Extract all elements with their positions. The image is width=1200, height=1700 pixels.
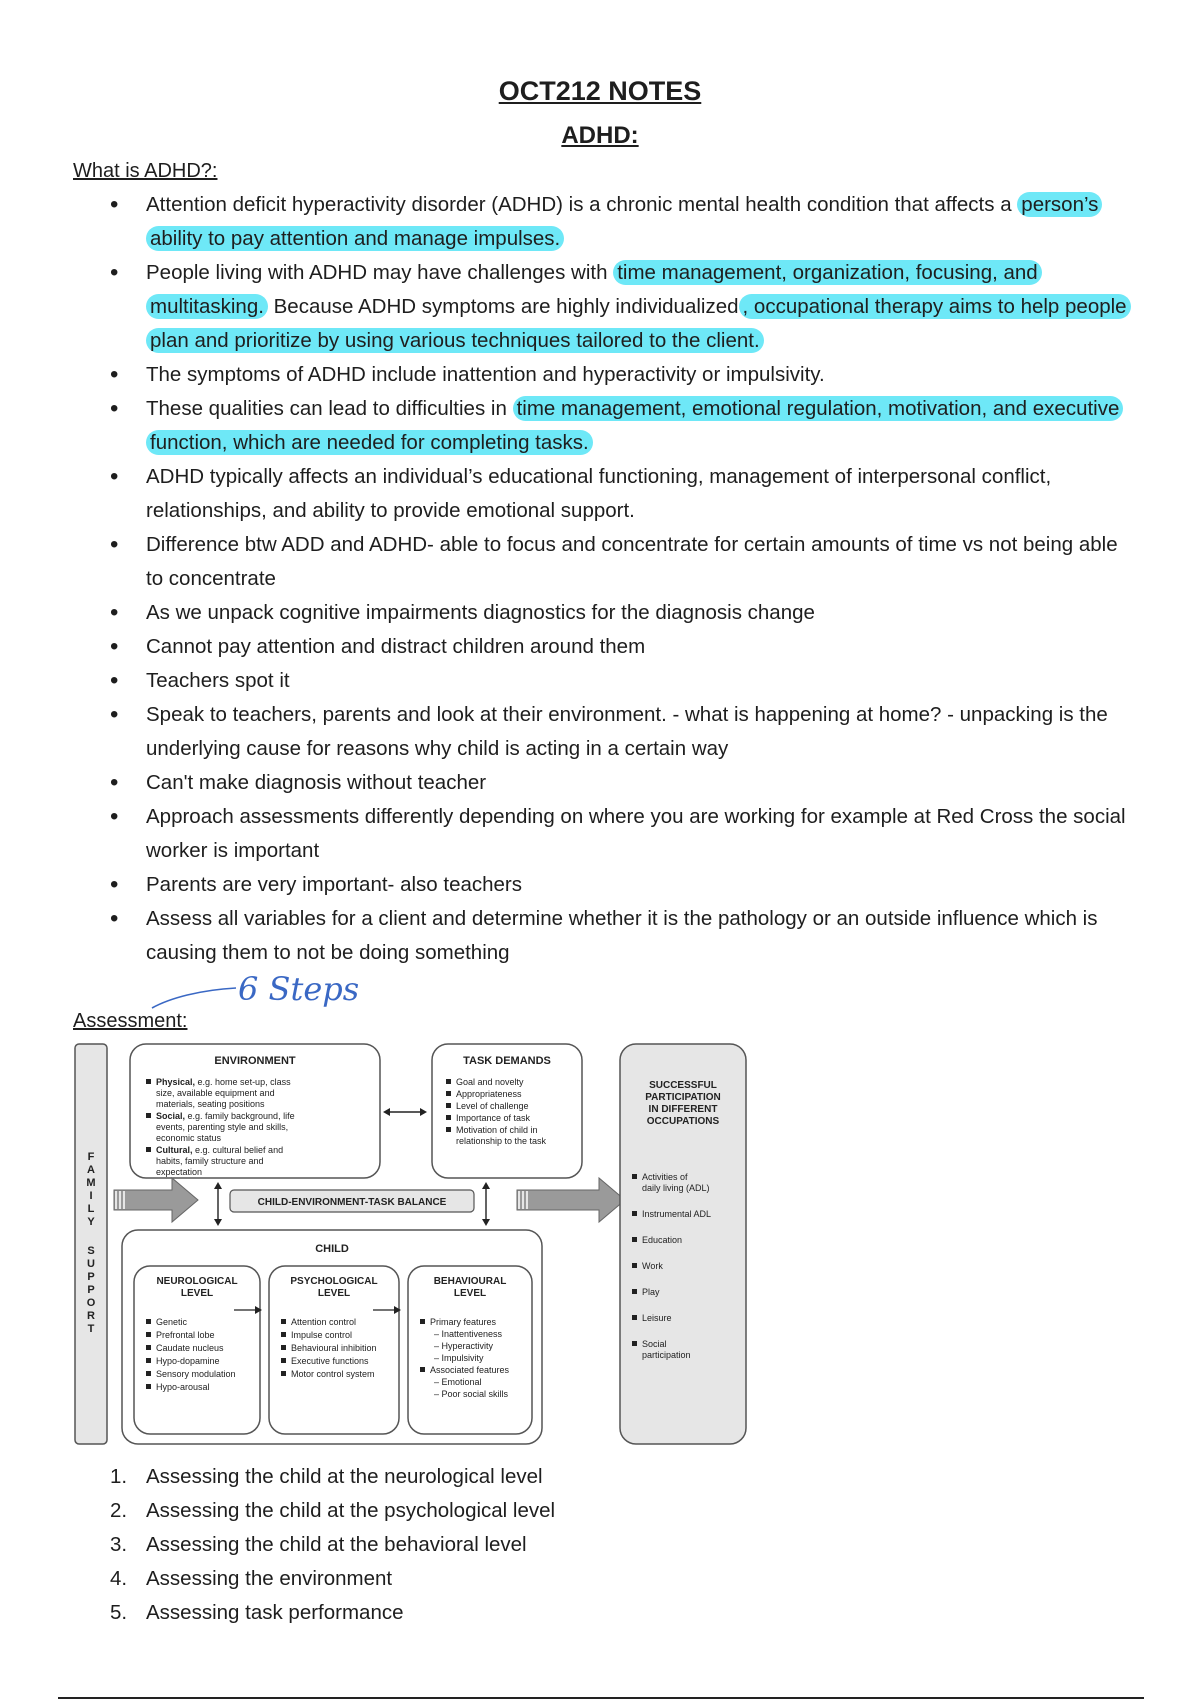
task-demand-item: Importance of task <box>456 1113 531 1123</box>
neurological-item: Prefrontal lobe <box>156 1330 215 1340</box>
outcome-item: Instrumental ADL <box>642 1209 712 1219</box>
behavioural-subitem: – Emotional <box>434 1377 482 1387</box>
adhd-bullet-list <box>110 188 1140 970</box>
environment-item: Physical, e.g. home set-up, class <box>156 1077 291 1087</box>
family-support-letter: R <box>87 1310 95 1322</box>
outcome-item: Social <box>642 1339 667 1349</box>
behavioural-subitem: – Hyperactivity <box>434 1341 494 1351</box>
task-demands-title: TASK DEMANDS <box>463 1055 551 1067</box>
neurological-title: NEUROLOGICAL <box>156 1276 238 1287</box>
bullet-square <box>446 1115 451 1120</box>
bullet-square <box>632 1341 637 1346</box>
environment-item: materials, seating positions <box>156 1099 265 1109</box>
section-heading-assessment: Assessment: <box>73 1010 188 1032</box>
bullet-text: Can't make diagnosis without teacher <box>146 771 487 794</box>
bullet-square <box>632 1315 637 1320</box>
handwritten-note: 6 Steps <box>238 970 360 1008</box>
step-number: 4. <box>110 1567 128 1590</box>
bullet-square <box>281 1371 286 1376</box>
behavioural-title: LEVEL <box>453 1288 487 1299</box>
behavioural-item: Primary features <box>430 1317 497 1327</box>
bullet-square <box>146 1358 151 1363</box>
handwritten-arrow <box>150 982 240 1012</box>
task-demand-item: Level of challenge <box>456 1101 529 1111</box>
environment-item: events, parenting style and skills, <box>156 1122 289 1132</box>
bullet-item <box>110 392 1140 460</box>
outcome-item: Leisure <box>642 1313 672 1323</box>
child-title: CHILD <box>315 1243 349 1255</box>
bullet-item <box>110 902 1140 970</box>
bullet-item <box>110 630 1140 664</box>
page-title: OCT212 NOTES <box>498 76 702 106</box>
bullet-text: ADHD typically affects an individual’s educational functioning, management of interpersonal conflict, relationships, and ability to provide emotional support. <box>146 465 1052 522</box>
task-demand-item: Motivation of child in <box>456 1125 538 1135</box>
bullet-square <box>632 1211 637 1216</box>
bullet-text: These qualities can lead to difficulties in <box>146 397 513 420</box>
environment-item: economic status <box>156 1133 222 1143</box>
family-support-letter: P <box>87 1271 95 1283</box>
neurological-item: Caudate nucleus <box>156 1343 224 1353</box>
family-support-letter: S <box>87 1245 95 1257</box>
psychological-item: Executive functions <box>291 1356 369 1366</box>
environment-title: ENVIRONMENT <box>214 1055 296 1067</box>
bullet-item <box>110 460 1140 528</box>
outcome-item: Activities of <box>642 1172 688 1182</box>
bullet-item <box>110 698 1140 766</box>
highlighted-text: time management, organization, focusing, and multitasking. <box>146 260 1042 319</box>
outcome-item: Play <box>642 1287 660 1297</box>
outcome-item: Work <box>642 1261 663 1271</box>
assessment-steps-list <box>110 1460 555 1630</box>
family-support-letter: I <box>89 1190 93 1202</box>
behavioural-subitem: – Poor social skills <box>434 1389 509 1399</box>
bullet-square <box>281 1332 286 1337</box>
bullet-square <box>632 1263 637 1268</box>
outcome-title: IN DIFFERENT <box>648 1104 718 1115</box>
bullet-text: Parents are very important- also teachers <box>146 873 522 896</box>
bullet-square <box>146 1332 151 1337</box>
family-support-letter: M <box>86 1177 96 1189</box>
step-item <box>110 1596 555 1630</box>
outcome-title: PARTICIPATION <box>645 1092 721 1103</box>
bullet-item <box>110 358 1140 392</box>
environment-item: habits, family structure and <box>156 1156 264 1166</box>
bullet-text: Attention deficit hyperactivity disorder (ADHD) is a chronic mental health condition that affects a <box>146 193 1018 216</box>
family-support-letter: O <box>86 1297 96 1309</box>
bullet-text: Difference btw ADD and ADHD- able to focus and concentrate for certain amounts of time vs not being able to concentrate <box>146 533 1118 590</box>
bullet-square <box>146 1147 151 1152</box>
environment-item: Cultural, e.g. cultural belief and <box>156 1145 284 1155</box>
bullet-square <box>146 1371 151 1376</box>
step-item <box>110 1460 555 1494</box>
bullet-text: Speak to teachers, parents and look at their environment. - what is happening at home? - unpacking is the underlying cause for reasons why child is acting in a certain way <box>146 703 1108 760</box>
step-item <box>110 1562 555 1596</box>
behavioural-subitem: – Inattentiveness <box>434 1329 503 1339</box>
bullet-text: The symptoms of ADHD include inattention and hyperactivity or impulsivity. <box>146 363 825 386</box>
bullet-square <box>632 1174 637 1179</box>
flow-arrow <box>517 1178 625 1222</box>
bullet-square <box>281 1358 286 1363</box>
environment-item: Social, e.g. family background, life <box>156 1111 295 1121</box>
neurological-item: Hypo-arousal <box>156 1382 210 1392</box>
outcome-item: Education <box>642 1235 683 1245</box>
outcome-title: SUCCESSFUL <box>649 1080 717 1091</box>
step-number: 5. <box>110 1601 128 1624</box>
highlighted-text: person’s ability to pay attention and manage impulses. <box>146 192 1102 251</box>
step-number: 2. <box>110 1499 128 1522</box>
psychological-item: Behavioural inhibition <box>291 1343 377 1353</box>
bullet-item <box>110 188 1140 256</box>
neurological-item: Genetic <box>156 1317 188 1327</box>
outcome-item: participation <box>642 1350 691 1360</box>
task-demand-item: Goal and novelty <box>456 1077 524 1087</box>
arrowhead <box>214 1219 222 1226</box>
behavioural-title: BEHAVIOURAL <box>433 1276 507 1287</box>
family-support-letter: A <box>87 1164 95 1176</box>
highlighted-text: , occupational therapy aims to help people plan and prioritize by using various techniques tailored to the client. <box>146 294 1131 353</box>
bullet-square <box>446 1091 451 1096</box>
footer-rule <box>58 1697 1144 1699</box>
neurological-item: Sensory modulation <box>156 1369 236 1379</box>
highlighted-text: time management, emotional regulation, motivation, and executive function, which are needed for completing tasks. <box>146 396 1123 455</box>
bullet-square <box>146 1345 151 1350</box>
family-support-letter: L <box>87 1203 95 1215</box>
step-item <box>110 1528 555 1562</box>
balance-label: CHILD-ENVIRONMENT-TASK BALANCE <box>257 1197 447 1208</box>
bullet-item <box>110 256 1140 358</box>
task-demand-item: relationship to the task <box>456 1136 547 1146</box>
neurological-title: LEVEL <box>180 1288 214 1299</box>
arrowhead <box>482 1182 490 1189</box>
behavioural-subitem: – Impulsivity <box>434 1353 484 1363</box>
bullet-text: Assess all variables for a client and determine whether it is the pathology or an outside influence which is causing them to not be doing something <box>146 907 1098 964</box>
outcome-item: daily living (ADL) <box>642 1183 710 1193</box>
step-number: 1. <box>110 1465 128 1488</box>
step-text: Assessing the environment <box>146 1567 393 1590</box>
page-subtitle: ADHD: <box>561 122 639 149</box>
step-text: Assessing task performance <box>146 1601 404 1624</box>
psychological-item: Motor control system <box>291 1369 375 1379</box>
arrowhead <box>420 1108 427 1116</box>
step-number: 3. <box>110 1533 128 1556</box>
family-support-bar <box>75 1044 107 1444</box>
bullet-square <box>446 1127 451 1132</box>
bullet-square <box>446 1079 451 1084</box>
step-text: Assessing the child at the psychological level <box>146 1499 556 1522</box>
psychological-title: PSYCHOLOGICAL <box>290 1276 378 1287</box>
bullet-item <box>110 800 1140 868</box>
bullet-item <box>110 868 1140 902</box>
step-text: Assessing the child at the neurological level <box>146 1465 543 1488</box>
bullet-text: Because ADHD symptoms are highly individualized <box>267 295 739 318</box>
flow-arrow <box>114 1178 198 1222</box>
environment-item: expectation <box>156 1167 203 1177</box>
bullet-square <box>146 1079 151 1084</box>
bullet-square <box>632 1237 637 1242</box>
bullet-square <box>281 1345 286 1350</box>
bullet-item <box>110 596 1140 630</box>
outcome-title: OCCUPATIONS <box>646 1116 720 1127</box>
bullet-text: People living with ADHD may have challenges with <box>146 261 614 284</box>
bullet-square <box>146 1113 151 1118</box>
bullet-text: As we unpack cognitive impairments diagnostics for the diagnosis change <box>146 601 815 624</box>
family-support-letter: P <box>87 1284 95 1296</box>
bullet-item <box>110 528 1140 596</box>
neurological-item: Hypo-dopamine <box>156 1356 220 1366</box>
step-text: Assessing the child at the behavioral level <box>146 1533 527 1556</box>
task-demand-item: Appropriateness <box>456 1089 522 1099</box>
bullet-item <box>110 664 1140 698</box>
bullet-square <box>146 1384 151 1389</box>
arrowhead <box>383 1108 390 1116</box>
step-item <box>110 1494 555 1528</box>
psychological-item: Attention control <box>291 1317 357 1327</box>
family-support-letter: T <box>87 1323 95 1335</box>
bullet-square <box>420 1319 425 1324</box>
bullet-square <box>446 1103 451 1108</box>
bullet-square <box>632 1289 637 1294</box>
bullet-square <box>281 1319 286 1324</box>
family-support-letter: F <box>87 1151 95 1163</box>
bullet-text: Teachers spot it <box>146 669 290 692</box>
arrowhead <box>482 1219 490 1226</box>
bullet-text: Cannot pay attention and distract children around them <box>146 635 646 658</box>
arrowhead <box>214 1182 222 1189</box>
psychological-title: LEVEL <box>317 1288 351 1299</box>
bullet-text: Approach assessments differently depending on where you are working for example at Red Cross the social worker is important <box>146 805 1126 862</box>
behavioural-item: Associated features <box>430 1365 510 1375</box>
environment-item: size, available equipment and <box>156 1088 275 1098</box>
section-heading-what-is-adhd: What is ADHD?: <box>73 160 218 182</box>
bullet-square <box>146 1319 151 1324</box>
family-support-letter: U <box>87 1258 95 1270</box>
psychological-item: Impulse control <box>291 1330 353 1340</box>
bullet-square <box>420 1367 425 1372</box>
assessment-model-diagram <box>72 1040 772 1454</box>
bullet-item <box>110 766 1140 800</box>
family-support-letter: Y <box>87 1216 95 1228</box>
